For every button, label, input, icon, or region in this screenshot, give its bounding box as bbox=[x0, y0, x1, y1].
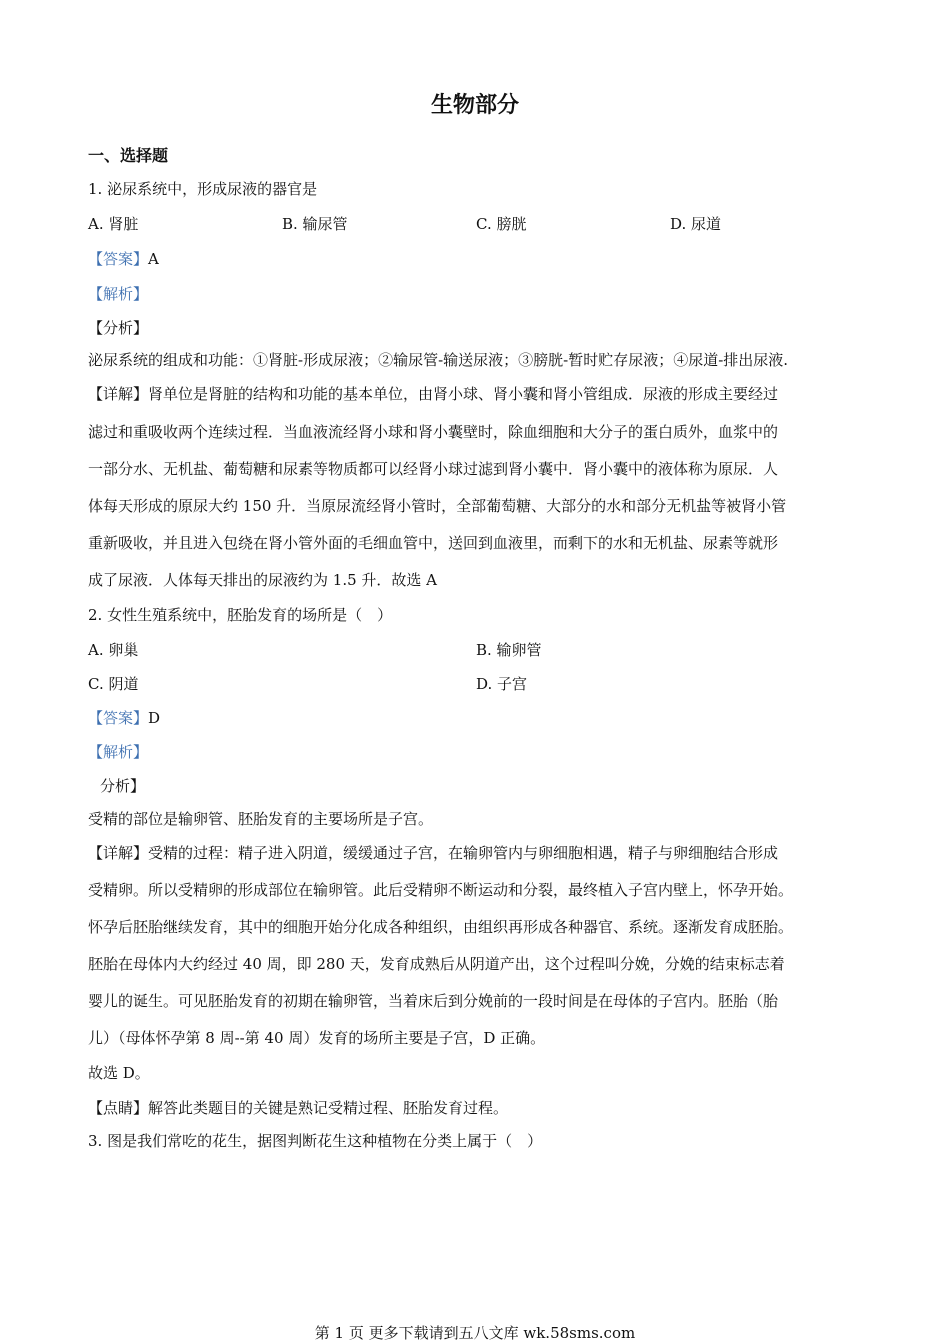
q2-option-b: B. 输卵管 bbox=[476, 641, 542, 659]
q1-answer bbox=[88, 248, 159, 269]
q1-detail-line: 重新吸收，并且进入包绕在肾小管外面的毛细血管中，送回到血液里，而剩下的水和无机盐、尿素等就形 bbox=[88, 534, 779, 552]
q1-analysis-tag: 【解析】 bbox=[88, 285, 149, 303]
q2-dianjing bbox=[88, 1097, 508, 1118]
answer-tag: 【答案】 bbox=[88, 250, 149, 268]
q2-answer bbox=[88, 707, 160, 728]
q2-option-d: D. 子宫 bbox=[476, 675, 528, 693]
q2-fenxi-label: 分析】 bbox=[100, 777, 146, 795]
q1-option-d: D. 尿道 bbox=[670, 215, 722, 233]
q1-fenxi-text: 泌尿系统的组成和功能：①肾脏-形成尿液；②输尿管-输送尿液；③膀胱-暂时贮存尿液；④尿道-排出尿液. bbox=[88, 351, 789, 369]
q1-detail-line: 一部分水、无机盐、葡萄糖和尿素等物质都可以经肾小球过滤到肾小囊中．肾小囊中的液体称为原尿．人 bbox=[88, 460, 779, 478]
detail-text: 肾单位是肾脏的结构和功能的基本单位，由肾小球、肾小囊和肾小管组成．尿液的形成主要经过 bbox=[148, 385, 779, 403]
q1-fenxi-label: 【分析】 bbox=[88, 319, 149, 337]
answer-value: D bbox=[148, 709, 161, 727]
page-footer: 第 1 页 更多下载请到五八文库 wk.58sms.com bbox=[314, 1324, 636, 1342]
q2-detail-line: 儿）（母体怀孕第 8 周--第 40 周）发育的场所主要是子宫，D 正确。 bbox=[88, 1029, 546, 1047]
q2-analysis-tag: 【解析】 bbox=[88, 743, 149, 761]
detail-text: 受精的过程：精子进入阴道，缓缓通过子宫，在输卵管内与卵细胞相遇，精子与卵细胞结合形成 bbox=[148, 844, 779, 862]
question-1-stem: 1. 泌尿系统中，形成尿液的器官是 bbox=[88, 180, 318, 198]
q1-detail-line: 体每天形成的原尿大约 150 升．当原尿流经肾小管时，全部葡萄糖、大部分的水和部分无机盐等被肾小管 bbox=[88, 497, 787, 515]
dianjing-label: 【点睛】 bbox=[88, 1099, 149, 1117]
question-3-stem: 3. 图是我们常吃的花生，据图判断花生这种植物在分类上属于（ ） bbox=[88, 1132, 543, 1150]
dianjing-text: 解答此类题目的关键是熟记受精过程、胚胎发育过程。 bbox=[148, 1099, 509, 1117]
q1-detail-line bbox=[88, 383, 778, 404]
q2-fenxi-text: 受精的部位是输卵管、胚胎发育的主要场所是子宫。 bbox=[88, 810, 434, 828]
question-2-stem: 2. 女性生殖系统中，胚胎发育的场所是（ ） bbox=[88, 606, 393, 624]
q2-detail-line: 婴儿的诞生。可见胚胎发育的初期在输卵管，当着床后到分娩前的一段时间是在母体的子宫内。胚胎（胎 bbox=[88, 992, 779, 1010]
answer-value: A bbox=[148, 250, 159, 268]
q1-option-a: A. 肾脏 bbox=[88, 215, 139, 233]
q2-detail-line bbox=[88, 842, 778, 863]
detail-label: 【详解】 bbox=[88, 385, 149, 403]
q2-conclusion: 故选 D。 bbox=[88, 1064, 150, 1082]
q2-detail-line: 胚胎在母体内大约经过 40 周，即 280 天，发育成熟后从阴道产出，这个过程叫分娩，分娩的结束标志着 bbox=[88, 955, 785, 973]
q2-detail-line: 受精卵。所以受精卵的形成部位在输卵管。此后受精卵不断运动和分裂，最终植入子宫内壁上，怀孕开始。 bbox=[88, 881, 794, 899]
q2-option-a: A. 卵巢 bbox=[88, 641, 139, 659]
page-title: 生物部分 bbox=[430, 93, 519, 118]
q1-detail-line: 成了尿液．人体每天排出的尿液约为 1.5 升．故选 A bbox=[88, 571, 437, 589]
answer-tag: 【答案】 bbox=[88, 709, 149, 727]
q1-option-b: B. 输尿管 bbox=[282, 215, 348, 233]
q2-detail-line: 怀孕后胚胎继续发育，其中的细胞开始分化成各种组织，由组织再形成各种器官、系统。逐渐发育成胚胎。 bbox=[88, 918, 794, 936]
detail-label: 【详解】 bbox=[88, 844, 149, 862]
q1-detail-line: 滤过和重吸收两个连续过程．当血液流经肾小球和肾小囊壁时，除血细胞和大分子的蛋白质外，血浆中的 bbox=[88, 423, 779, 441]
q2-option-c: C. 阴道 bbox=[88, 675, 139, 693]
section-heading: 一、选择题 bbox=[88, 146, 169, 165]
q1-option-c: C. 膀胱 bbox=[476, 215, 527, 233]
